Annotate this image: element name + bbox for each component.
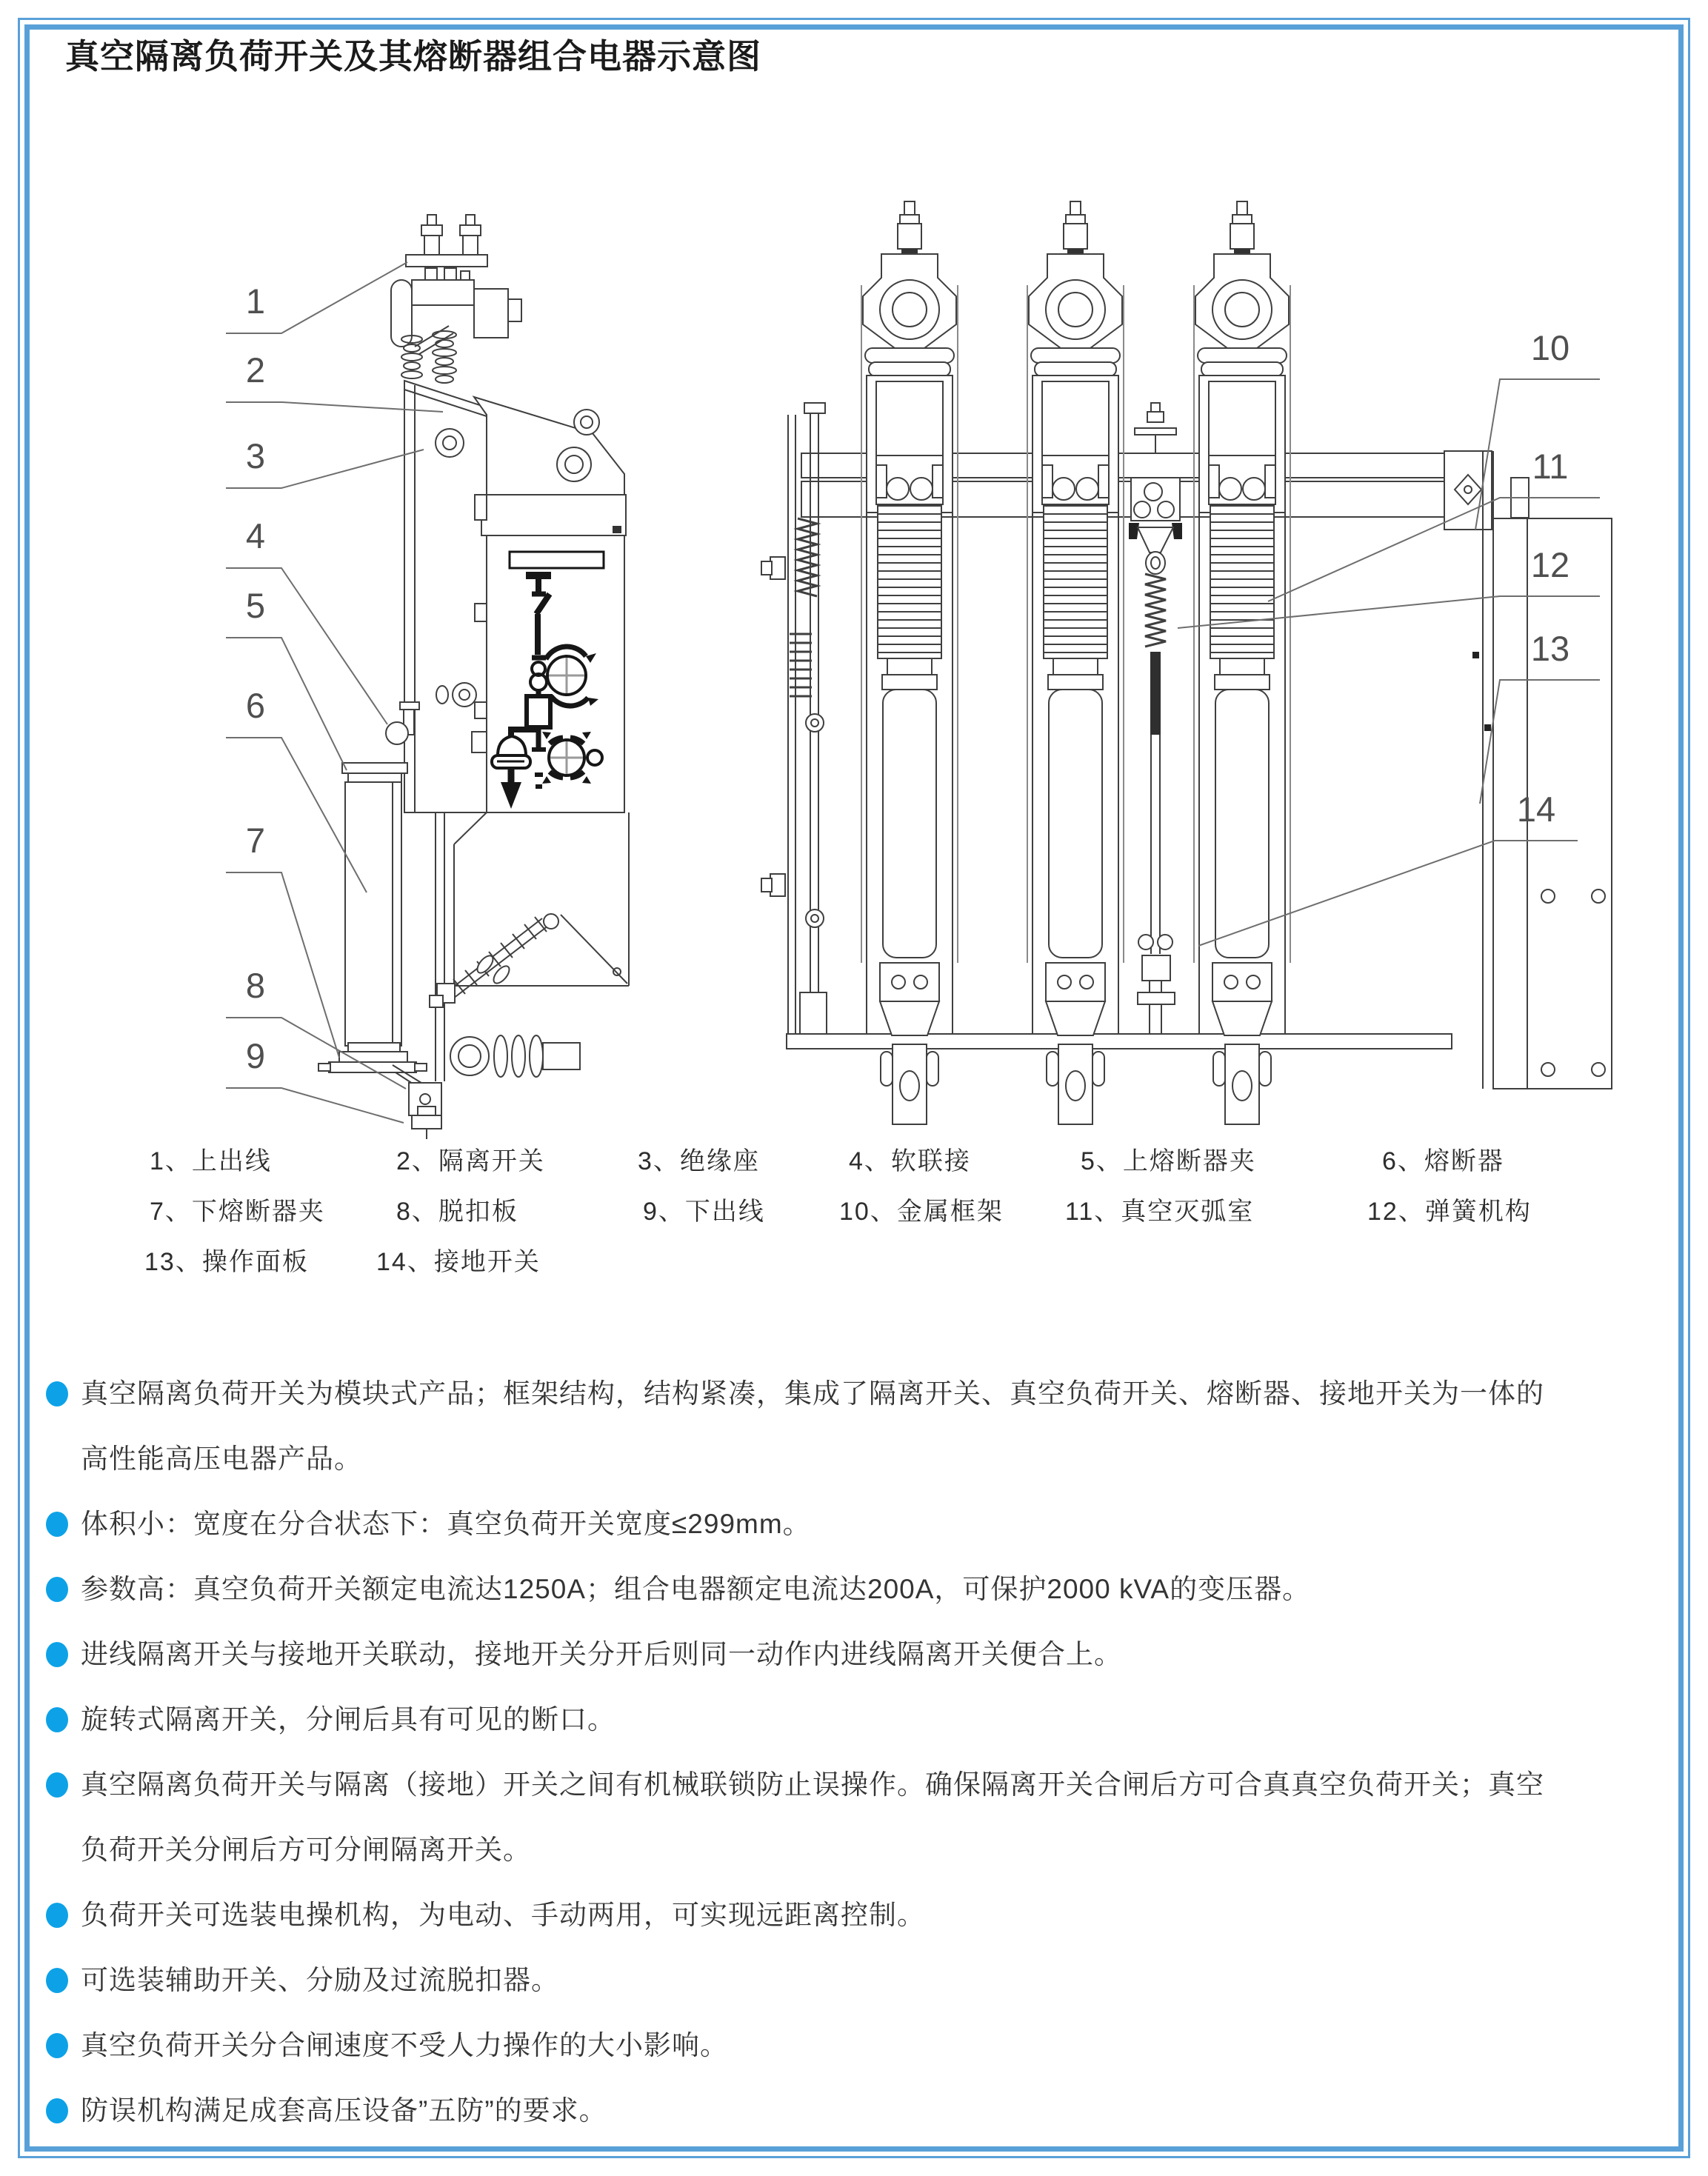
feature-item — [46, 1687, 1672, 1752]
bullet-dot-icon — [46, 1968, 68, 1993]
callout-14: 14 — [1516, 790, 1556, 829]
legend-item-3: 3、绝缘座 — [638, 1147, 760, 1175]
bullet-dot-icon — [46, 2098, 68, 2123]
feature-text: 真空隔离负荷开关为模块式产品；框架结构，结构紧凑，集成了隔离开关、真空负荷开关、熔断器、接地开关为一体的高性能高压电器产品。 — [81, 1378, 1544, 1474]
feature-text: 真空负荷开关分合闸速度不受人力操作的大小影响。 — [81, 2030, 728, 2060]
feature-text: 负荷开关可选装电操机构，为电动、手动两用，可实现远距离控制。 — [81, 1900, 925, 1930]
feature-text: 防误机构满足成套高压设备”五防”的要求。 — [81, 2095, 607, 2126]
legend-item-10: 10、金属框架 — [839, 1198, 1004, 1226]
callout-5: 5 — [245, 586, 266, 625]
feature-item — [46, 1557, 1672, 1622]
callout-13: 13 — [1530, 629, 1570, 668]
callout-12: 12 — [1530, 545, 1570, 584]
legend-item-6: 6、熔断器 — [1382, 1147, 1504, 1175]
callout-3: 3 — [245, 436, 266, 475]
callout-10: 10 — [1530, 328, 1570, 367]
feature-text: 可选装辅助开关、分励及过流脱扣器。 — [81, 1965, 559, 1995]
legend-item-13: 13、操作面板 — [144, 1248, 309, 1276]
page-title: 真空隔离负荷开关及其熔断器组合电器示意图 — [65, 37, 761, 76]
callout-8: 8 — [245, 966, 266, 1005]
bullet-dot-icon — [46, 1642, 68, 1667]
callout-1: 1 — [245, 281, 266, 321]
feature-item — [46, 1361, 1672, 1492]
front-view-drawing — [761, 201, 1612, 1124]
feature-item — [46, 2078, 1672, 2143]
feature-item — [46, 2013, 1672, 2078]
legend-item-14: 14、接地开关 — [376, 1248, 541, 1276]
callout-4: 4 — [245, 516, 266, 555]
callout-11: 11 — [1532, 447, 1569, 486]
bullet-dot-icon — [46, 1772, 68, 1798]
bullet-dot-icon — [46, 1577, 68, 1602]
feature-item — [46, 1752, 1672, 1883]
callout-7: 7 — [245, 821, 266, 860]
legend-item-11: 11、真空灭弧室 — [1065, 1198, 1255, 1226]
feature-text: 体积小：宽度在分合状态下：真空负荷开关宽度≤299mm。 — [81, 1509, 811, 1539]
legend-item-12: 12、弹簧机构 — [1367, 1198, 1532, 1226]
feature-text: 进线隔离开关与接地开关联动，接地开关分开后则同一动作内进线隔离开关便合上。 — [81, 1639, 1122, 1669]
feature-text: 参数高：真空负荷开关额定电流达1250A；组合电器额定电流达200A，可保护2000 kVA的变压器。 — [81, 1574, 1311, 1604]
legend-item-2: 2、隔离开关 — [396, 1147, 545, 1175]
bullet-dot-icon — [46, 2033, 68, 2058]
bullet-dot-icon — [46, 1512, 68, 1537]
callout-6: 6 — [245, 686, 266, 725]
bullet-dot-icon — [46, 1707, 68, 1732]
feature-text: 旋转式隔离开关，分闸后具有可见的断口。 — [81, 1704, 616, 1735]
feature-item — [46, 1492, 1672, 1557]
legend-item-1: 1、上出线 — [150, 1147, 272, 1175]
legend-item-5: 5、上熔断器夹 — [1081, 1147, 1256, 1175]
feature-item — [46, 1948, 1672, 2013]
legend-item-7: 7、下熔断器夹 — [150, 1198, 325, 1226]
side-view-drawing — [318, 215, 629, 1139]
bullet-dot-icon — [46, 1903, 68, 1928]
legend-item-4: 4、软联接 — [849, 1147, 971, 1175]
callout-9: 9 — [245, 1036, 266, 1075]
legend-item-8: 8、脱扣板 — [396, 1198, 518, 1226]
feature-item — [46, 1622, 1672, 1687]
feature-text: 真空隔离负荷开关与隔离（接地）开关之间有机械联锁防止误操作。确保隔离开关合闸后方可合真真空负荷开关；真空负荷开关分闸后方可分闸隔离开关。 — [81, 1769, 1544, 1865]
legend-item-9: 9、下出线 — [643, 1198, 765, 1226]
feature-list — [46, 1361, 1672, 2143]
feature-item — [46, 1883, 1672, 1948]
bullet-dot-icon — [46, 1381, 68, 1406]
callout-2: 2 — [245, 350, 266, 390]
